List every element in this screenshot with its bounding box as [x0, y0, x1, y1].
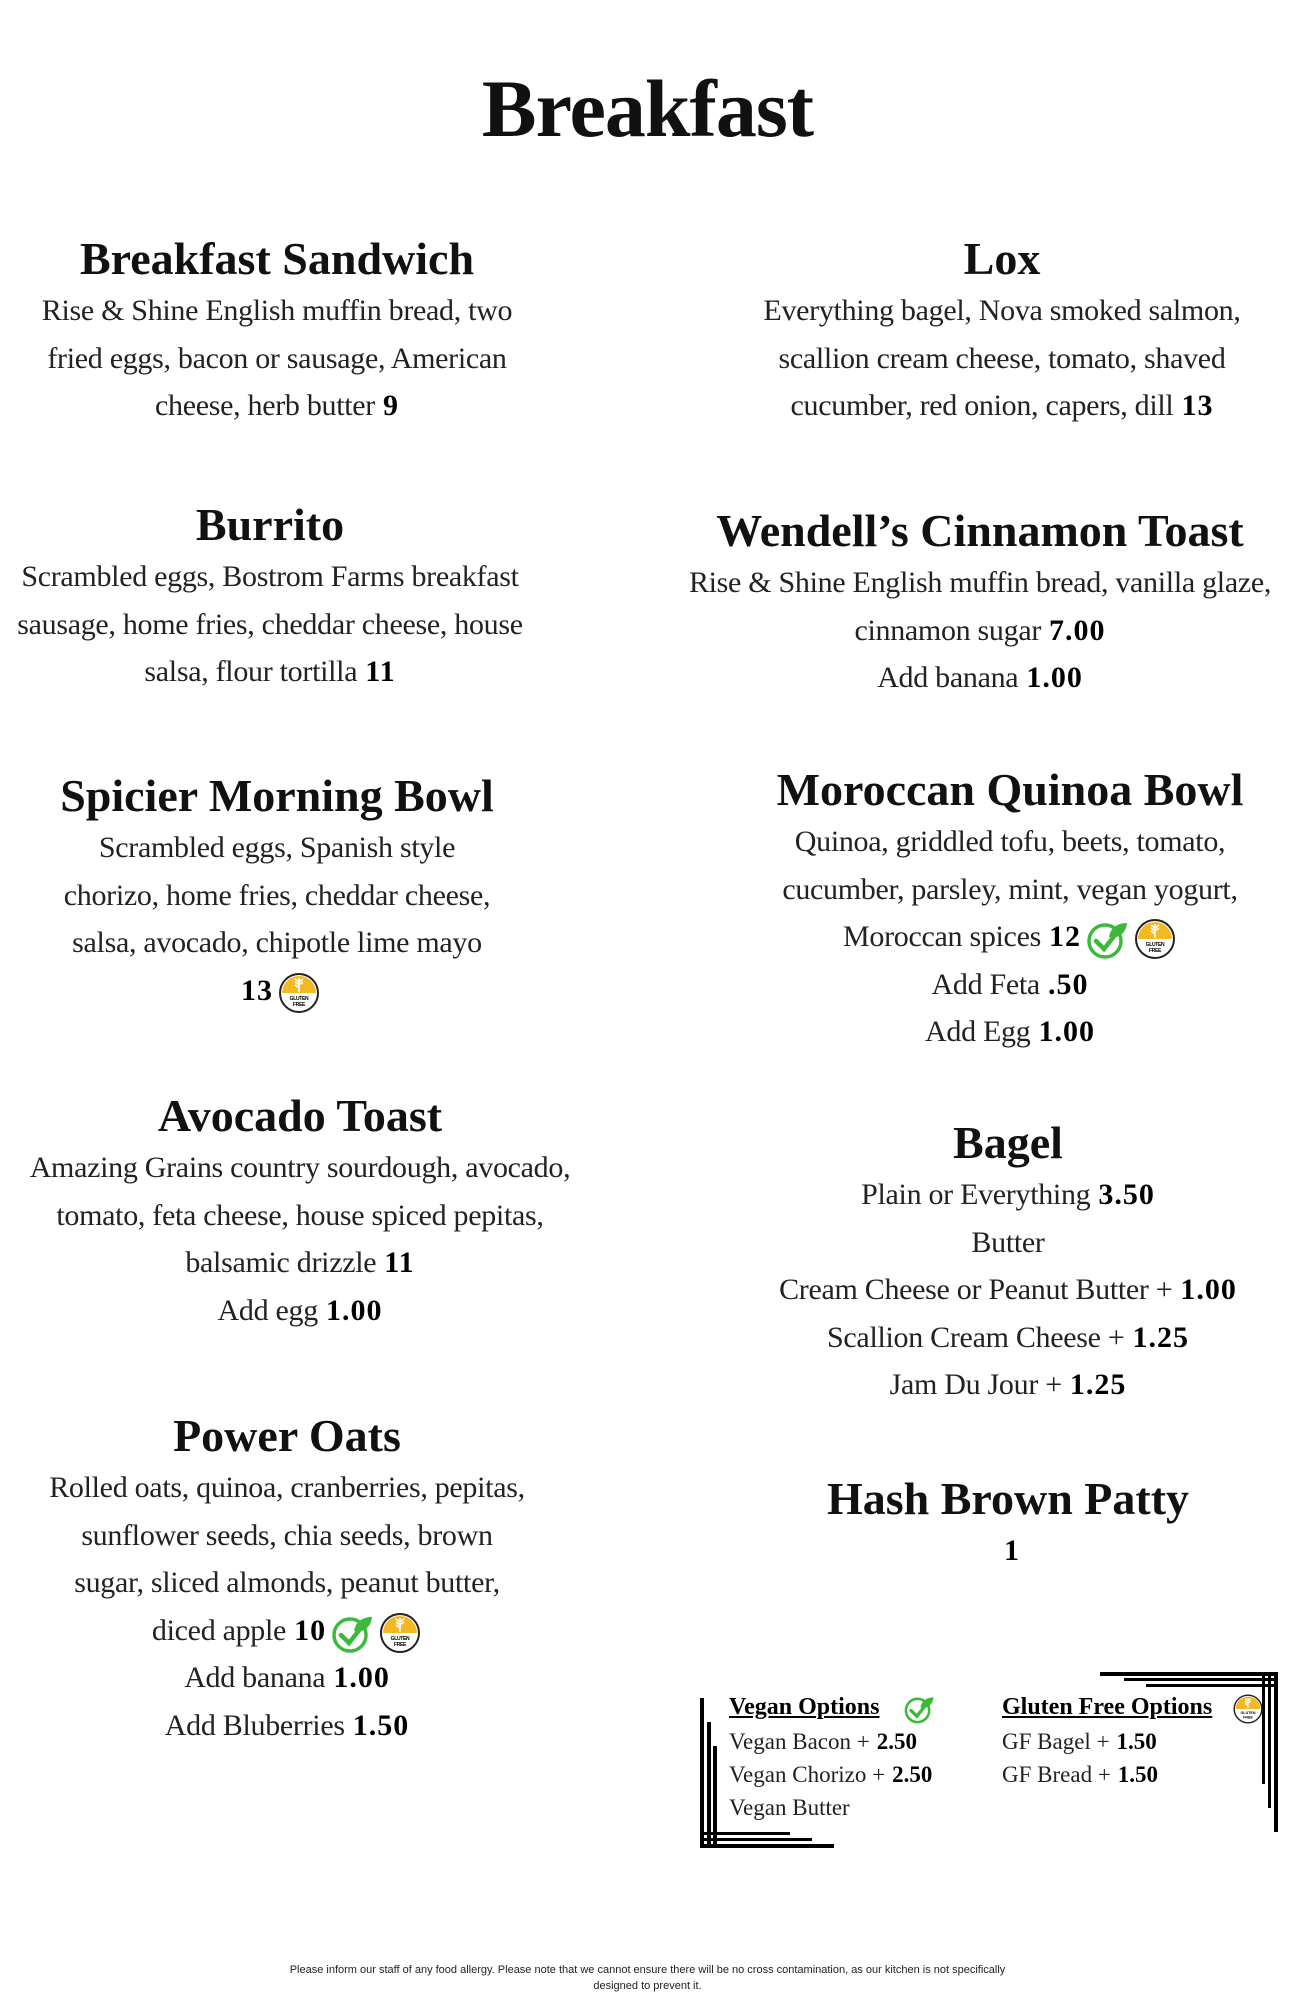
description-text: Butter — [971, 1225, 1045, 1259]
menu-item — [608, 1115, 1295, 1409]
menu-item-title: Burrito — [195, 499, 345, 550]
svg-text:FREE: FREE — [1243, 1715, 1253, 1720]
price: 11 — [365, 655, 396, 689]
price: 12 — [1048, 920, 1081, 954]
option-price: 1.50 — [1117, 1761, 1159, 1787]
menu-item — [0, 231, 677, 430]
option-price: 1.50 — [1116, 1728, 1157, 1754]
price: 1.00 — [1038, 1015, 1095, 1049]
price: 1.25 — [1069, 1368, 1127, 1402]
menu-item-line — [580, 654, 1295, 702]
description-text: cheese, herb butter — [154, 389, 376, 423]
menu-item-line — [608, 1266, 1295, 1314]
menu-item-line — [0, 824, 677, 872]
description-text: salsa, avocado, chipotle lime mayo — [72, 926, 482, 960]
description-text: fried eggs, bacon or sausage, American — [47, 341, 507, 375]
menu-item-line — [0, 1559, 687, 1607]
gluten-free-icon — [1232, 1693, 1264, 1725]
menu-item-line — [608, 1527, 1295, 1575]
menu-item-line — [0, 1654, 687, 1702]
option-text: Vegan Butter — [729, 1794, 850, 1820]
vegan-options — [729, 1690, 935, 1824]
price: 1.00 — [325, 1293, 383, 1327]
price: 1.50 — [352, 1708, 410, 1742]
menu-item-line — [0, 553, 670, 601]
description-text: Cream Cheese or Peanut Butter + — [779, 1273, 1173, 1307]
svg-text:FREE: FREE — [292, 1001, 306, 1008]
option-price: 2.50 — [876, 1728, 917, 1754]
gluten-free-options — [1002, 1690, 1264, 1791]
price: 13 — [241, 973, 273, 1007]
description-text: Plain or Everything — [861, 1178, 1091, 1211]
option-text: Vegan Chorizo + — [729, 1761, 886, 1787]
option-text: GF Bread + — [1002, 1761, 1111, 1787]
vegan-icon — [330, 1611, 374, 1655]
menu-item-line — [0, 1512, 687, 1560]
menu-item-line — [608, 1171, 1295, 1219]
menu-item-line — [0, 601, 670, 649]
menu-item — [0, 768, 677, 1014]
description-text: Jam Du Jour + — [889, 1368, 1062, 1402]
menu-item-line — [0, 1607, 687, 1655]
vegan-options-header: Vegan Options — [729, 1694, 880, 1720]
svg-text:GLUTEN: GLUTEN — [1240, 1710, 1256, 1715]
description-text: tomato, feta cheese, house spiced pepitas, — [56, 1198, 544, 1232]
description-text: Scrambled eggs, Spanish style — [98, 831, 456, 864]
description-text: sugar, sliced almonds, peanut butter, — [74, 1566, 500, 1600]
allergy-notice: Please inform our staff of any food allergy. Please note that we cannot ensure there will be no cross contamination, as our kitchen is not specifically designed to prevent it. — [289, 1964, 1006, 1992]
menu-item-line — [0, 1464, 687, 1512]
menu-item-title: Avocado Toast — [157, 1090, 443, 1141]
menu-item — [610, 762, 1295, 1056]
menu-item-line — [0, 1287, 700, 1335]
price: 10 — [294, 1613, 327, 1647]
option-item — [729, 1758, 935, 1791]
price: 3.50 — [1098, 1178, 1155, 1211]
menu-item-title: Spicier Morning Bowl — [60, 770, 494, 821]
menu-item-line — [610, 1008, 1295, 1056]
gluten-free-icon — [277, 971, 321, 1015]
option-text: GF Bagel + — [1002, 1728, 1110, 1754]
description-text: sunflower seeds, chia seeds, brown — [81, 1518, 493, 1552]
svg-text:GLUTEN: GLUTEN — [390, 1635, 410, 1642]
option-price: 2.50 — [892, 1761, 933, 1787]
menu-item-line — [0, 287, 677, 335]
description-text: Add banana — [184, 1661, 326, 1695]
option-item — [729, 1791, 935, 1824]
description-text: salsa, flour tortilla — [144, 655, 358, 689]
menu-item-line — [0, 335, 677, 383]
menu-item — [0, 497, 670, 696]
menu-item-line — [0, 919, 677, 967]
description-text: scallion cream cheese, tomato, shaved — [778, 341, 1226, 375]
menu-item — [602, 231, 1295, 430]
menu-title: Breakfast — [481, 63, 814, 154]
menu-item-line — [580, 607, 1295, 655]
description-text: Quinoa, griddled tofu, beets, tomato, — [794, 825, 1226, 858]
price: .50 — [1047, 967, 1089, 1001]
menu-item-line — [610, 866, 1295, 914]
description-text: Moroccan spices — [843, 920, 1041, 954]
description-text: Rolled oats, quinoa, cranberries, pepitas, — [49, 1471, 525, 1504]
option-item — [729, 1725, 935, 1758]
gluten-free-icon — [378, 1611, 422, 1655]
menu-item-line — [610, 961, 1295, 1009]
menu-item-title: Moroccan Quinoa Bowl — [776, 764, 1244, 815]
description-text: Add banana — [877, 661, 1019, 695]
price: 1.00 — [333, 1661, 390, 1695]
description-text: cinnamon sugar — [854, 613, 1042, 647]
description-text: sausage, home fries, cheddar cheese, house — [17, 607, 523, 641]
gluten-free-icon — [1133, 917, 1177, 961]
price: 11 — [384, 1246, 415, 1280]
vegan-icon — [903, 1693, 935, 1725]
description-text: cucumber, parsley, mint, vegan yogurt, — [782, 872, 1238, 906]
svg-text:GLUTEN: GLUTEN — [1145, 942, 1165, 949]
description-text: Add Egg — [925, 1015, 1031, 1049]
menu-item-line — [602, 382, 1295, 430]
menu-item — [0, 1088, 700, 1334]
menu-item-line — [610, 818, 1295, 866]
menu-item-line — [610, 913, 1295, 961]
menu-item-line — [0, 1144, 700, 1192]
menu-item — [608, 1471, 1295, 1575]
description-text: Add Bluberries — [164, 1708, 345, 1742]
description-text: chorizo, home fries, cheddar cheese, — [63, 878, 491, 912]
price: 1.25 — [1132, 1320, 1189, 1354]
menu-item-line — [0, 1239, 700, 1287]
menu-item-line — [0, 1702, 687, 1750]
menu-item-line — [608, 1361, 1295, 1409]
price: 13 — [1181, 389, 1214, 423]
menu-item-line — [580, 559, 1295, 607]
description-text: Add egg — [217, 1293, 318, 1327]
menu-item-title: Power Oats — [173, 1410, 401, 1461]
menu-item-line — [602, 287, 1295, 335]
description-text: Amazing Grains country sourdough, avocado, — [29, 1151, 571, 1184]
menu-item-title: Bagel — [953, 1117, 1063, 1168]
description-text: balsamic drizzle — [185, 1246, 377, 1280]
option-text: Vegan Bacon + — [729, 1728, 870, 1754]
menu-item-line — [0, 648, 670, 696]
description-text: cucumber, red onion, capers, dill — [790, 389, 1174, 423]
description-text: Rise & Shine English muffin bread, vanilla glaze, — [688, 566, 1272, 599]
description-text: Scallion Cream Cheese + — [827, 1320, 1125, 1354]
description-text: diced apple — [151, 1613, 287, 1647]
description-text: Add Feta — [931, 967, 1040, 1001]
menu-item — [0, 1408, 687, 1750]
price: 1.00 — [1180, 1273, 1237, 1307]
menu-item-line — [0, 967, 677, 1015]
menu-item-line — [608, 1219, 1295, 1267]
description-text: Everything bagel, Nova smoked salmon, — [763, 294, 1241, 327]
menu-item-title: Wendell’s Cinnamon Toast — [716, 505, 1244, 556]
price: 9 — [383, 389, 400, 423]
svg-text:FREE: FREE — [393, 1641, 407, 1648]
vegan-icon — [1085, 917, 1129, 961]
svg-text:GLUTEN: GLUTEN — [289, 995, 309, 1002]
price: 7.00 — [1049, 613, 1106, 647]
menu-item-line — [602, 335, 1295, 383]
menu-item — [580, 503, 1295, 702]
description-text: Rise & Shine English muffin bread, two — [41, 294, 513, 327]
menu-item-title: Breakfast Sandwich — [79, 233, 475, 284]
option-item — [1002, 1758, 1264, 1791]
price: 1.00 — [1026, 661, 1083, 695]
menu-item-line — [608, 1314, 1295, 1362]
menu-item-line — [0, 382, 677, 430]
menu-item-title: Lox — [963, 233, 1041, 284]
gluten-free-options-header: Gluten Free Options — [1002, 1694, 1213, 1720]
menu-item-line — [0, 872, 677, 920]
menu-item-line — [0, 1192, 700, 1240]
option-item — [1002, 1725, 1264, 1758]
price: 1 — [1004, 1534, 1020, 1567]
svg-text:FREE: FREE — [1148, 948, 1162, 955]
menu-item-title: Hash Brown Patty — [826, 1473, 1190, 1524]
description-text: Scrambled eggs, Bostrom Farms breakfast — [21, 560, 519, 593]
